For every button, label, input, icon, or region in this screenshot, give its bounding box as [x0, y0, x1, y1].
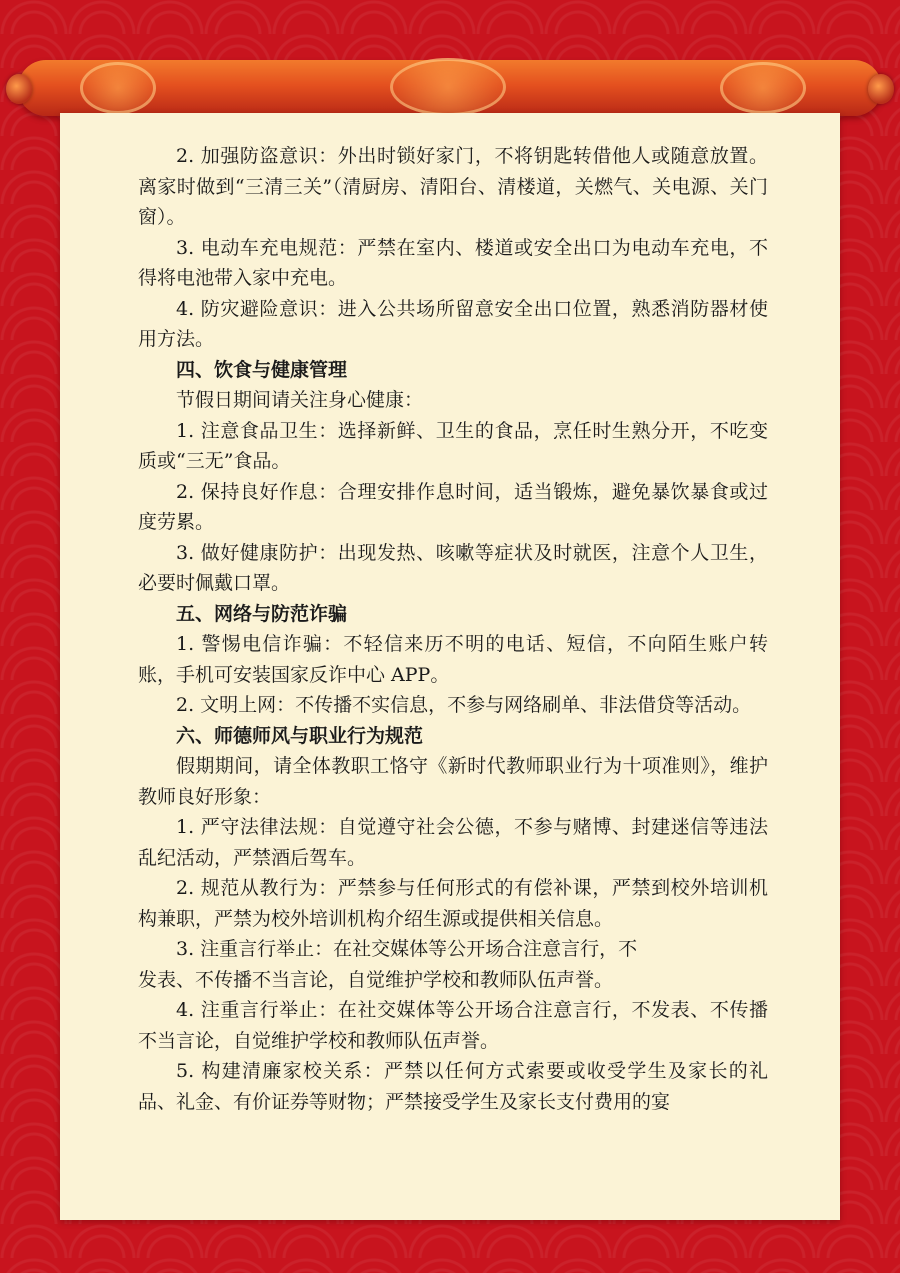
cloud-ornament-left: [80, 62, 156, 114]
paragraph: 节假日期间请关注身心健康：: [176, 389, 424, 411]
paragraph: 5. 构建清廉家校关系：严禁以任何方式索要或收受学生及家长的礼品、礼金、有价证券等财物；严禁接受学生及家长支付费用的宴: [138, 1060, 768, 1113]
paragraph: 3. 电动车充电规范：严禁在室内、楼道或安全出口为电动车充电，不得将电池带入家中充电。: [138, 236, 768, 289]
cloud-ornament-right: [720, 62, 806, 114]
scroll-right-knob: [868, 74, 894, 104]
section-heading: 五、网络与防范诈骗: [176, 602, 348, 625]
paragraph: 4. 注重言行举止：在社交媒体等公开场合注意言行，不发表、不传播不当言论，自觉维护学校和教师队伍声誉。: [138, 999, 768, 1052]
paragraph: 3. 注重言行举止：在社交媒体等公开场合注意言行，不 发表、不传播不当言论，自觉维护学校和教师队伍声誉。: [138, 938, 638, 991]
scroll-left-knob: [6, 74, 32, 104]
paragraph: 2. 文明上网：不传播不实信息，不参与网络刷单、非法借贷等活动。: [176, 694, 752, 716]
paragraph: 2. 规范从教行为：严禁参与任何形式的有偿补课，严禁到校外培训机构兼职，严禁为校外培训机构介绍生源或提供相关信息。: [138, 877, 768, 930]
section-heading: 六、师德师风与职业行为规范: [176, 724, 424, 747]
paragraph: 4. 防灾避险意识：进入公共场所留意安全出口位置，熟悉消防器材使用方法。: [138, 297, 768, 350]
paragraph: 2. 加强防盗意识：外出时锁好家门，不将钥匙转借他人或随意放置。离家时做到“三清三关”（清厨房、清阳台、清楼道，关燃气、关电源、关门窗）。: [138, 145, 768, 228]
cloud-ornament-center: [390, 58, 506, 116]
paragraph: 假期期间，请全体教职工恪守《新时代教师职业行为十项准则》，维护教师良好形象：: [138, 755, 768, 808]
paragraph: 1. 警惕电信诈骗：不轻信来历不明的电话、短信，不向陌生账户转账，手机可安装国家反诈中心 APP。: [138, 633, 768, 686]
section-heading: 四、饮食与健康管理: [176, 358, 348, 381]
paragraph: 3. 做好健康防护：出现发热、咳嗽等症状及时就医，注意个人卫生，必要时佩戴口罩。: [138, 541, 768, 594]
paragraph: 2. 保持良好作息：合理安排作息时间，适当锻炼，避免暴饮暴食或过度劳累。: [138, 480, 768, 533]
document-paper: [60, 113, 840, 1220]
document-body: [138, 141, 768, 1117]
paragraph: 1. 严守法律法规：自觉遵守社会公德，不参与赌博、封建迷信等违法乱纪活动，严禁酒后驾车。: [138, 816, 768, 869]
paragraph: 1. 注意食品卫生：选择新鲜、卫生的食品，烹任时生熟分开，不吃变质或“三无”食品。: [138, 419, 768, 472]
